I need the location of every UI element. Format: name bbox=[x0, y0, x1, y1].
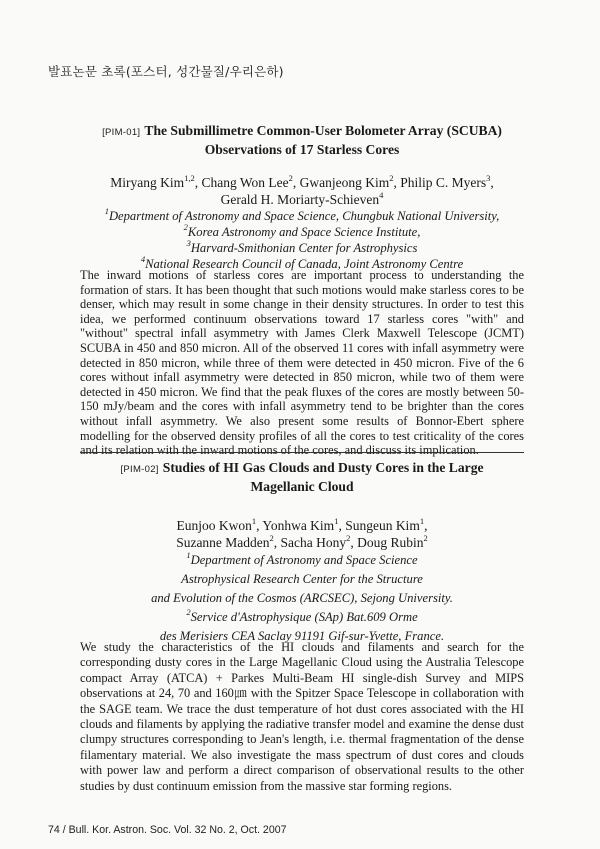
affiliation-text: and Evolution of the Cosmos (ARCSEC), Sejong University. bbox=[151, 591, 453, 605]
author-name: Eunjoo Kwon bbox=[176, 518, 252, 533]
affiliation-list bbox=[80, 551, 524, 646]
author-name: Philip C. Myers bbox=[400, 175, 487, 190]
author-list bbox=[80, 174, 524, 208]
affiliation-marker: 3 bbox=[486, 172, 491, 183]
author-separator: , bbox=[490, 175, 494, 190]
author-line bbox=[80, 534, 524, 551]
author-list bbox=[80, 517, 524, 551]
affiliation-marker: 1 bbox=[186, 549, 191, 560]
author-line bbox=[80, 191, 524, 208]
author-separator: , bbox=[256, 518, 263, 533]
affiliation-line bbox=[80, 221, 524, 240]
affiliation-line bbox=[80, 205, 524, 224]
abstract-title bbox=[80, 459, 524, 478]
affiliation-line bbox=[80, 551, 524, 570]
author-separator: , bbox=[292, 175, 300, 190]
affiliation-line bbox=[80, 608, 524, 627]
affiliation-marker: 1 bbox=[251, 515, 257, 526]
affiliation-marker: 2 bbox=[389, 172, 394, 183]
abstract-body-container bbox=[80, 640, 524, 794]
author-name: Doug Rubin bbox=[357, 535, 424, 550]
affiliation-marker: 1,2 bbox=[184, 172, 195, 183]
author-separator: , bbox=[338, 518, 346, 533]
affiliation-marker: 2 bbox=[423, 532, 428, 543]
section-header: 발표논문 초록(포스터, 성간물질/우리은하) bbox=[48, 64, 284, 79]
affiliation-marker: 4 bbox=[140, 253, 146, 264]
affiliation-marker: 3 bbox=[186, 237, 191, 248]
abstract-body: We study the characteristics of the HI clouds and filaments and search for the corresponding dusty cores in the Large Magellanic Cloud using the Australia Telescope compact Array (ATCA) + Parkes Multi-Beam HI single-dish Survey and MIPS observations at 24, 70 and 160㎛ with the Spitzer Space Telescope in collaboration with the SAGE team. We trace the dust temperature of hot dust cores associated with the HI clouds and filaments by applying the radiative transfer model and examine the dense dust clumpy structures corresponding to Jean's length, i.e. thermal fragmentation of the dense filamentary material. We also investigate the mass spectrum of dust cores and clouds with power law and perform a direct comparison of observational results to the other studies by dust continuum emission from the massive star forming regions. bbox=[80, 640, 524, 793]
affiliation-marker: 1 bbox=[334, 515, 339, 526]
affiliation-text: Korea Astronomy and Space Science Institute, bbox=[187, 225, 421, 239]
author-separator: , bbox=[393, 175, 401, 190]
abstract-body: The inward motions of starless cores are important process to understanding the formation of stars. It has been thought that such motions would make starless cores to be denser, which may result in some change in their density structures. In order to test this idea, we performed continuum observations toward 17 starless cores "with" and "without" spectral infall asymmetry with James Clerk Maxwell Telescope (JCMT) SCUBA in 450 and 850 micron. All of the observed 11 cores with infall asymmetry were detected in 850 micron, while three of them were detected in 450 micron. Five of the 6 cores without infall asymmetry were detected in 850 micron, while two of them were detected in 450 micron. We find that the peak fluxes of the cores are mostly between 50-150 mJy/beam and the cores with infall asymmetry tend to be brighter than the cores without infall asymmetry. We also present some results of Bonnor-Ebert sphere modelling for the observed density profiles of all the cores to test criticality of the cores and its relation with the inward motions of the cores, and discuss its implication. bbox=[80, 268, 524, 458]
abstract-code: [PIM-02] bbox=[120, 464, 159, 475]
affiliation-marker: 2 bbox=[183, 221, 188, 232]
affiliation-marker: 2 bbox=[346, 532, 351, 543]
affiliation-text: Harvard-Smithonian Center for Astrophysics bbox=[190, 241, 418, 255]
section-divider bbox=[80, 452, 524, 453]
affiliation-text: Department of Astronomy and Space Science, Chungbuk National University, bbox=[108, 209, 500, 223]
page-footer: 74 / Bull. Kor. Astron. Soc. Vol. 32 No. 2, Oct. 2007 bbox=[48, 824, 287, 836]
author-name: Sungeun Kim bbox=[345, 518, 420, 533]
affiliation-line bbox=[80, 589, 524, 608]
affiliation-text: des Merisiers CEA Saclay 91191 Gif-sur-Yvette, France. bbox=[159, 629, 445, 643]
author-separator: , bbox=[273, 535, 281, 550]
author-name: Gwanjeong Kim bbox=[299, 175, 390, 190]
author-line bbox=[80, 517, 524, 534]
affiliation-marker: 1 bbox=[419, 515, 425, 526]
abstract-pim-02 bbox=[80, 459, 524, 646]
abstract-title bbox=[80, 122, 524, 141]
affiliation-text: National Research Council of Canada, Joint Astronomy Centre bbox=[145, 257, 464, 271]
author-name: Yonhwa Kim bbox=[262, 518, 335, 533]
abstract-title-line2: Observations of 17 Starless Cores bbox=[204, 142, 400, 157]
affiliation-marker: 2 bbox=[186, 606, 191, 617]
author-separator: , bbox=[194, 175, 202, 190]
abstract-pim-01 bbox=[80, 122, 524, 272]
abstract-title-line1: Studies of HI Gas Clouds and Dusty Cores in the Large bbox=[162, 460, 484, 475]
affiliation-list bbox=[80, 205, 524, 272]
author-name: Chang Won Lee bbox=[201, 175, 289, 190]
affiliation-text: Astrophysical Research Center for the Structure bbox=[181, 572, 423, 586]
affiliation-text: Department of Astronomy and Space Science bbox=[190, 553, 418, 567]
author-name: Miryang Kim bbox=[110, 175, 185, 190]
affiliation-text: Service d'Astrophysique (SAp) Bat.609 Orme bbox=[190, 610, 418, 624]
affiliation-marker: 4 bbox=[379, 189, 384, 200]
abstract-body-container bbox=[80, 268, 524, 458]
abstract-title-line1: The Submillimetre Common-User Bolometer Array (SCUBA) bbox=[144, 123, 502, 138]
affiliation-line bbox=[80, 570, 524, 589]
author-separator: , bbox=[424, 518, 428, 533]
author-name: Gerald H. Moriarty-Schieven bbox=[220, 192, 380, 207]
author-name: Sacha Hony bbox=[280, 535, 347, 550]
author-separator: , bbox=[350, 535, 358, 550]
affiliation-marker: 2 bbox=[269, 532, 274, 543]
author-line bbox=[80, 174, 524, 191]
affiliation-line bbox=[80, 237, 524, 256]
abstract-title-line2: Magellanic Cloud bbox=[250, 479, 354, 494]
affiliation-marker: 2 bbox=[288, 172, 293, 183]
abstract-code: [PIM-01] bbox=[102, 127, 141, 138]
author-name: Suzanne Madden bbox=[176, 535, 270, 550]
affiliation-marker: 1 bbox=[104, 205, 109, 216]
